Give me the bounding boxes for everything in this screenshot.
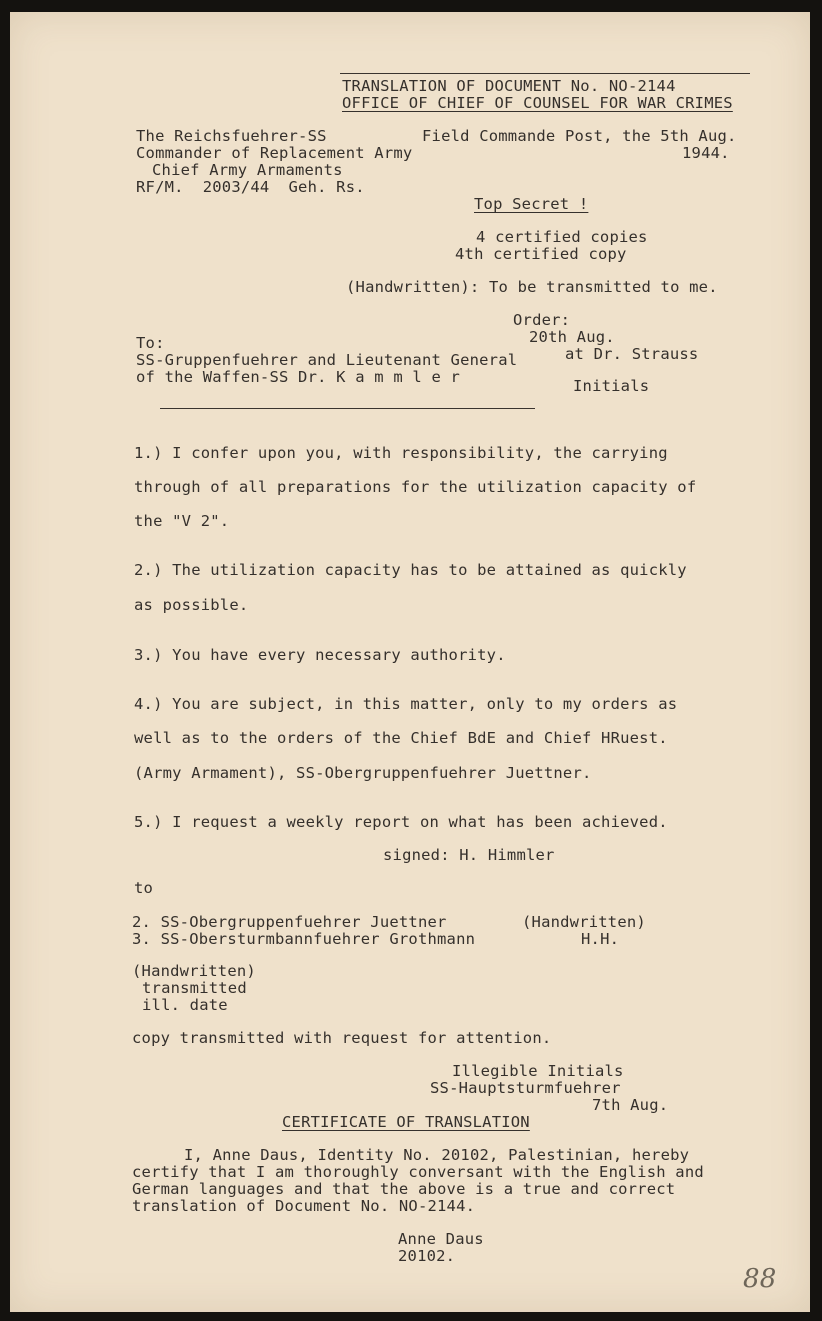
handwritten-note: (Handwritten): To be transmitted to me. <box>346 278 718 296</box>
reference-number: RF/M. 2003/44 Geh. Rs. <box>136 178 365 196</box>
document-page <box>10 12 810 1312</box>
distribution-handwritten-label: (Handwritten) <box>522 913 646 931</box>
copies-line-2: 4th certified copy <box>455 245 627 263</box>
translator-name: Anne Daus <box>398 1230 484 1248</box>
copy-transmitted-note: copy transmitted with request for attention. <box>132 1029 552 1047</box>
paragraph-2-line-1: 2.) The utilization capacity has to be attained as quickly <box>134 561 687 579</box>
transmittal-line-2: transmitted <box>142 979 247 997</box>
sender-line-2: Commander of Replacement Army <box>136 144 413 162</box>
distribution-initials: H.H. <box>581 930 620 948</box>
distribution-item-3: 3. SS-Obersturmbannfuehrer Grothmann <box>132 930 476 948</box>
certificate-line-1: I, Anne Daus, Identity No. 20102, Palestinian, hereby <box>184 1146 690 1164</box>
order-label: Order: <box>513 311 571 329</box>
distribution-item-2: 2. SS-Obergruppenfuehrer Juettner <box>132 913 447 931</box>
recipient-label: To: <box>136 334 165 352</box>
signature-line: signed: H. Himmler <box>383 846 555 864</box>
sender-line-3: Chief Army Armaments <box>152 161 343 179</box>
classification-label: Top Secret ! <box>474 195 589 213</box>
order-date: 20th Aug. <box>529 328 615 346</box>
recipient-divider <box>160 408 535 409</box>
paragraph-1-line-2: through of all preparations for the utilization capacity of <box>134 478 697 496</box>
certificate-line-3: German languages and that the above is a true and correct <box>132 1180 676 1198</box>
paragraph-3-line-1: 3.) You have every necessary authority. <box>134 646 506 664</box>
recipient-line-1: SS-Gruppenfuehrer and Lieutenant General <box>136 351 518 369</box>
recipient-line-2: of the Waffen-SS Dr. K a m m l e r <box>136 368 461 386</box>
certificate-title: CERTIFICATE OF TRANSLATION <box>282 1113 530 1131</box>
order-initials: Initials <box>573 377 650 395</box>
order-location: at Dr. Strauss <box>565 345 699 363</box>
certificate-line-2: certify that I am thoroughly conversant with the English and <box>132 1163 704 1181</box>
illegible-date: 7th Aug. <box>592 1096 669 1114</box>
header-top-rule <box>340 73 750 74</box>
paragraph-5-line-1: 5.) I request a weekly report on what has been achieved. <box>134 813 668 831</box>
transmittal-line-1: (Handwritten) <box>132 962 256 980</box>
distribution-to: to <box>134 879 154 897</box>
paragraph-1-line-1: 1.) I confer upon you, with responsibility, the carrying <box>134 444 668 462</box>
dateline: Field Commande Post, the 5th Aug. <box>422 127 737 145</box>
header-title: TRANSLATION OF DOCUMENT No. NO-2144 <box>342 77 676 95</box>
sender-line-1: The Reichsfuehrer-SS <box>136 127 327 145</box>
paragraph-4-line-3: (Army Armament), SS-Obergruppenfuehrer Juettner. <box>134 764 592 782</box>
header-office: OFFICE OF CHIEF OF COUNSEL FOR WAR CRIMES <box>342 94 733 112</box>
paragraph-1-line-3: the "V 2". <box>134 512 230 530</box>
translator-id: 20102. <box>398 1247 456 1265</box>
paragraph-4-line-2: well as to the orders of the Chief BdE and Chief HRuest. <box>134 729 668 747</box>
paragraph-2-line-2: as possible. <box>134 596 249 614</box>
handwritten-page-number: 88 <box>743 1264 777 1294</box>
dateline-year: 1944. <box>682 144 730 162</box>
copies-line-1: 4 certified copies <box>476 228 648 246</box>
illegible-rank: SS-Hauptsturmfuehrer <box>430 1079 621 1097</box>
paragraph-4-line-1: 4.) You are subject, in this matter, only to my orders as <box>134 695 678 713</box>
certificate-line-4: translation of Document No. NO-2144. <box>132 1197 476 1215</box>
transmittal-line-3: ill. date <box>142 996 228 1014</box>
illegible-initials: Illegible Initials <box>452 1062 624 1080</box>
